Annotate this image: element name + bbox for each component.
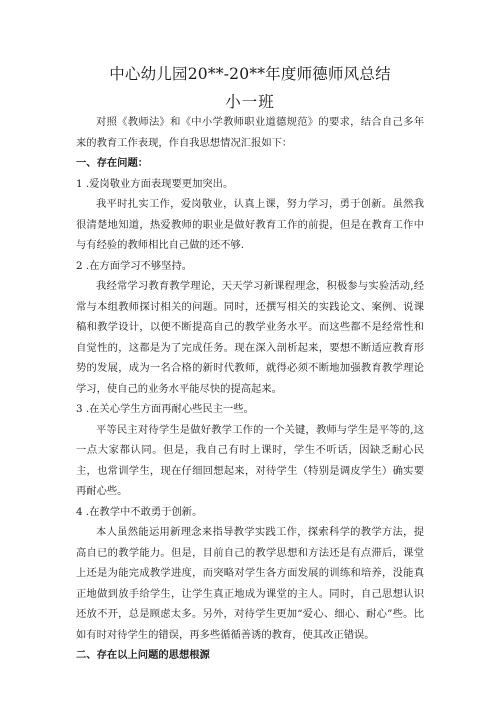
problem-item-4: 4 .在教学中不敢勇于创新。 — [76, 505, 203, 518]
problem-item-3: 3 .在关心学生方面再耐心些民主一些。 — [76, 403, 254, 415]
problem-item-2: 2 .在方面学习不够坚持。 — [76, 259, 193, 272]
document-title: 中心幼儿园20**-20**年度师德师风总结 — [109, 65, 391, 83]
document-body — [76, 112, 424, 666]
document-subtitle: 小一班 — [225, 93, 275, 111]
section-heading-roots: 二、存在以上问题的思想根源 — [76, 649, 210, 661]
section-heading-problems: 一、存在问题： — [76, 157, 149, 169]
problem-item-1: 1 .爱岗敬业方面表现要更加突出。 — [76, 177, 234, 190]
problem-paragraph-2: 我经常学习教育教学理论，天天学习新课程理念，积极参与实验活动,经常与本组教师探讨相关的问题。同时，还撰写相关的实践论文、案例、说课稿和教学设计，以便不断提高自己的教学业务水平。而这些都不是经常性和自觉性的，这都是为了完成任务。现在深入剖析起来，要想不断适应教育形势的发展，成为一名合格的新时代教师，就得必须不断地加强教育教学理论学习，使自己的业务水平能尽快的提高起来。 — [76, 280, 424, 395]
problem-paragraph-1: 我平时扎实工作，爱岗敬业，认真上课，努力学习，勇于创新。虽然我很清楚地知道，热爱教师的职业是做好教育工作的前提，但是在教育工作中与有经验的教师相比自己做的还不够. — [76, 198, 424, 251]
problem-paragraph-4: 本人虽然能运用新理念来指导教学实践工作，探索科学的教学方法，提高自已的教学能力。但是，目前自己的教学思想和方法还是有点滞后，课堂上还是为能完成教学进度，而突略对学生各方面发展的训练和培养，没能真正地做到放手给学生，让学生真正地成为课堂的主人。同时，自己思想认识还放不开，总是顾虑太多。另外，对待学生更加“爱心、细心、耐心”些。比如有时对待学生的错误，再多些循循善诱的教育，使其改正错误。 — [76, 526, 424, 641]
problem-paragraph-3: 平等民主对待学生是做好教学工作的一个关键，教师与学生是平等的,这一点大家都认同。但是，我自己有时上课时，学生不听话，因缺乏耐心民主，也常训学生，现在仔细回想起来，对待学生（特别是调皮学生）确实要再耐心些。 — [76, 423, 424, 497]
intro-paragraph: 对照《教师法》和《中小学教师职业道德规范》的要求，结合自己多年来的教育工作表现，作自我思想情况汇报如下： — [76, 116, 424, 149]
